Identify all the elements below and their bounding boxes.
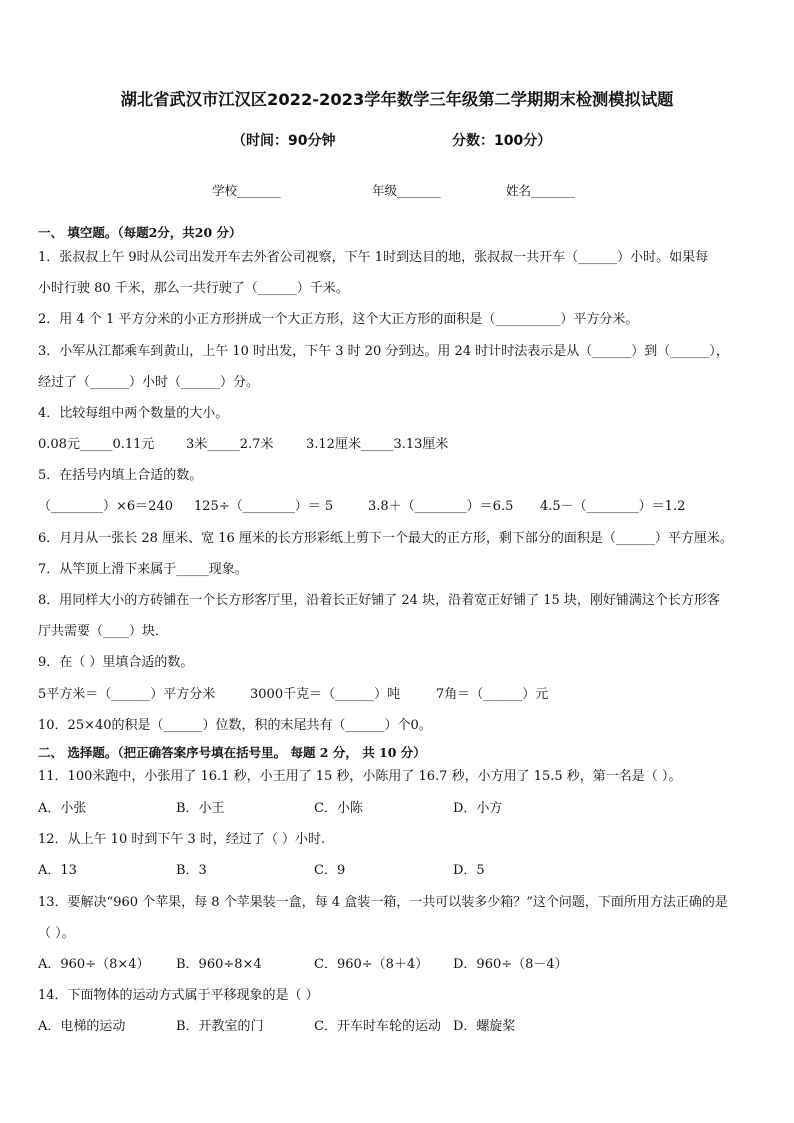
question-4-item-c: 3.12厘米_____3.13厘米 <box>306 437 449 452</box>
question-13-line-1: 13．要解决“960 个苹果，每 8 个苹果装一盒，每 4 盒装一箱，一共可以装多少箱？”这个问题，下面所用方法正确的是 <box>38 895 728 910</box>
question-12: 12．从上午 10 时到下午 3 时，经过了（ ）小时. <box>38 832 326 847</box>
question-2: 2．用 4 个 1 平方分米的小正方形拼成一个大正方形，这个大正方形的面积是（__________）平方分米。 <box>38 312 639 327</box>
question-7: 7．从竿顶上滑下来属于_____现象。 <box>38 562 248 577</box>
question-13-option-d: D．960÷（8－4） <box>453 957 568 972</box>
question-10: 10．25×40的积是（______）位数，积的末尾共有（______）个0。 <box>38 718 432 733</box>
question-4-item-b: 3米_____2.7米 <box>186 437 274 452</box>
question-5-item-a: （________）×6＝240 <box>38 499 173 514</box>
question-12-option-a: A．13 <box>38 863 77 878</box>
question-12-option-b: B．3 <box>176 863 207 878</box>
question-14-option-c: C．开车时车轮的运动 <box>314 1019 441 1034</box>
exam-time: （时间：90分钟 <box>232 133 336 149</box>
question-12-option-c: C．9 <box>314 863 346 878</box>
question-13-option-b: B．960÷8×4 <box>176 957 262 972</box>
grade-field: 年级_______ <box>372 183 441 198</box>
question-3-line-2: 经过了（______）小时（______）分。 <box>38 375 260 390</box>
question-1-line-2: 小时行驶 80 千米，那么一共行驶了（______）千米。 <box>38 281 349 296</box>
question-14-option-b: B．开教室的门 <box>176 1019 264 1034</box>
question-9-item-c: 7角＝（______）元 <box>436 687 549 702</box>
question-13-option-a: A．960÷（8×4） <box>38 957 150 972</box>
question-11: 11．100米跑中，小张用了 16.1 秒，小王用了 15 秒，小陈用了 16.7 秒，小方用了 15.5 秒，第一名是（ ）。 <box>38 769 682 784</box>
question-14-option-a: A．电梯的运动 <box>38 1019 126 1034</box>
question-5-item-b: 125÷（________）＝ 5 <box>194 499 334 514</box>
question-8-line-2: 厅共需要（____）块． <box>38 624 169 639</box>
question-9: 9．在（ ）里填合适的数。 <box>38 655 194 670</box>
question-5-item-c: 3.8＋（________）＝6.5 <box>368 499 514 514</box>
question-11-option-d: D．小方 <box>453 801 503 816</box>
question-13-option-c: C．960÷（8＋4） <box>314 957 429 972</box>
question-5-item-d: 4.5－（________）＝1.2 <box>540 499 686 514</box>
question-4-item-a: 0.08元_____0.11元 <box>38 437 155 452</box>
question-12-option-d: D．5 <box>453 863 485 878</box>
question-1-line-1: 1．张叔叔上午 9时从公司出发开车去外省公司视察，下午 1时到达目的地，张叔叔一共开车（______）小时。如果每 <box>38 250 709 265</box>
question-9-item-a: 5平方米＝（______）平方分米 <box>38 687 216 702</box>
question-4: 4．比较每组中两个数量的大小。 <box>38 406 229 421</box>
school-field: 学校_______ <box>212 183 281 198</box>
question-11-option-b: B．小王 <box>176 801 225 816</box>
question-9-item-b: 3000千克＝（______）吨 <box>250 687 401 702</box>
exam-score: 分数：100分） <box>452 133 552 149</box>
question-14: 14．下面物体的运动方式属于平移现象的是（ ） <box>38 988 319 1003</box>
question-3-line-1: 3．小军从江都乘车到黄山，上午 10 时出发，下午 3 时 20 分到达。用 24 时计时法表示是从（______）到（______）， <box>38 344 729 359</box>
section-heading-fill-blank: 一、 填空题。（每题2分，共20 分） <box>38 225 242 240</box>
page-title: 湖北省武汉市江汉区2022-2023学年数学三年级第二学期期末检测模拟试题 <box>120 90 674 109</box>
section-heading-multiple-choice: 二、 选择题。（把正确答案序号填在括号里。 每题 2 分， 共 10 分） <box>38 745 426 760</box>
question-5: 5．在括号内填上合适的数。 <box>38 468 203 483</box>
question-11-option-a: A．小张 <box>38 801 87 816</box>
question-11-option-c: C．小陈 <box>314 801 363 816</box>
question-6: 6．月月从一张长 28 厘米、宽 16 厘米的长方形彩纸上剪下一个最大的正方形，剩下部分的面积是（______）平方厘米。 <box>38 531 733 546</box>
question-14-option-d: D．螺旋桨 <box>453 1019 516 1034</box>
question-13-line-2: （ ）。 <box>38 926 75 941</box>
question-8-line-1: 8．用同样大小的方砖铺在一个长方形客厅里，沿着长正好铺了 24 块，沿着宽正好铺了 15 块，刚好铺满这个长方形客 <box>38 593 720 608</box>
name-field: 姓名_______ <box>506 183 575 198</box>
